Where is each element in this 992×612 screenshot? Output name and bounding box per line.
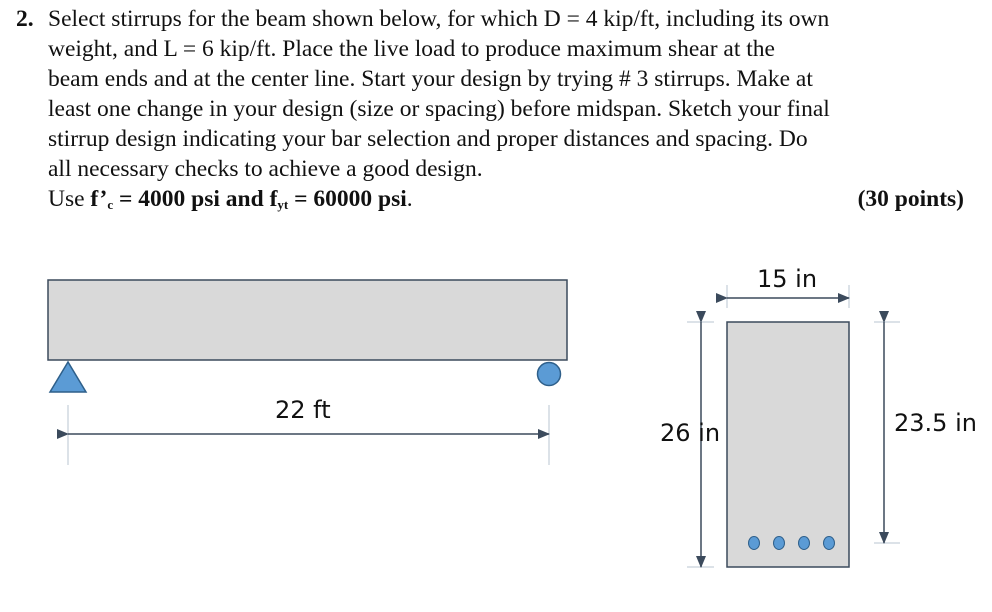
problem-line: weight, and L = 6 kip/ft. Place the live load to produce maximum shear at the xyxy=(48,36,775,62)
fc-value: = 4000 psi and xyxy=(113,186,270,212)
beam-elevation xyxy=(48,280,567,360)
fc-subscript: c xyxy=(107,197,114,212)
problem-line: beam ends and at the center line. Start your design by trying # 3 stirrups. Make at xyxy=(48,66,813,92)
problem-number: 2. xyxy=(16,6,34,32)
rebar xyxy=(824,537,835,550)
fy-symbol: f xyxy=(269,186,278,212)
width-label: 15 in xyxy=(757,265,818,293)
rebar xyxy=(774,537,785,550)
problem-line: least one change in your design (size or spacing) before midspan. Sketch your final xyxy=(48,96,830,122)
fc-symbol: f’ xyxy=(90,186,108,212)
roller-support-icon xyxy=(538,363,561,386)
rebar xyxy=(749,537,760,550)
points-label: (30 points) xyxy=(857,186,964,212)
pin-support-icon xyxy=(50,362,86,392)
rebar xyxy=(799,537,810,550)
depth-label: 23.5 in xyxy=(894,409,977,437)
cross-section xyxy=(727,322,849,567)
span-label: 22 ft xyxy=(275,396,331,424)
problem-line: all necessary checks to achieve a good design. xyxy=(48,156,483,182)
given-prefix: Use xyxy=(48,186,91,212)
fy-subscript: yt xyxy=(277,197,289,212)
problem-line: Select stirrups for the beam shown below, for which D = 4 kip/ft, including its own xyxy=(48,6,830,32)
given-suffix: . xyxy=(406,186,413,212)
height-label: 26 in xyxy=(660,419,721,447)
fy-value: = 60000 psi xyxy=(288,186,407,212)
problem-line: stirrup design indicating your bar selection and proper distances and spacing. Do xyxy=(48,126,808,152)
